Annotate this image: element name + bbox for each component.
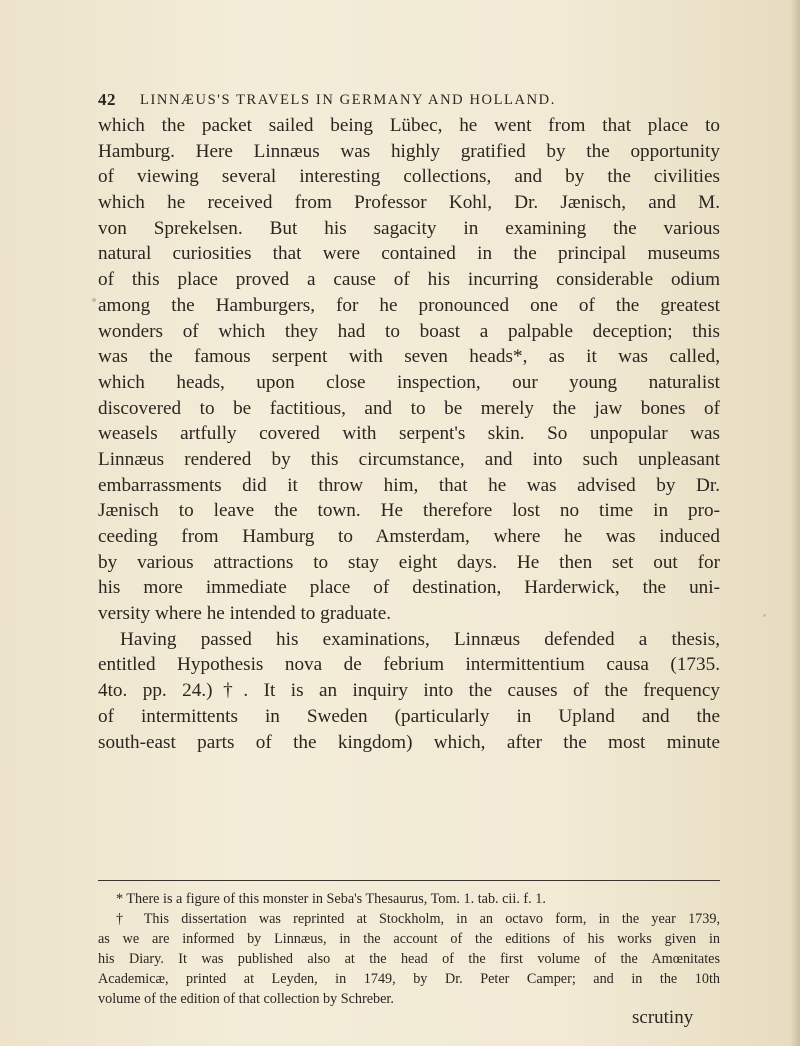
text-line: weasels artfully covered with serpent's skin. So unpopular was [98,423,720,445]
catchword: scrutiny [632,1007,694,1028]
footnote-rule [98,880,720,881]
text-line: Having passed his examinations, Linnæus defended a thesis, [120,628,720,650]
text-line: of intermittents in Sweden (particularly in Upland and the [98,705,720,727]
text-line: of viewing several interesting collections, and by the civilities [98,166,720,188]
text-line: was the famous serpent with seven heads*, as it was called, [98,346,720,368]
text-line: embarrassments did it throw him, that he was advised by Dr. [98,474,720,496]
text-line: which heads, upon close inspection, our young naturalist [98,371,720,393]
footnote-line: as we are informed by Linnæus, in the account of the editions of his works given in [98,931,720,947]
text-line: versity where he intended to graduate. [98,603,392,625]
text-line: 4to. pp. 24.)†. It is an inquiry into the causes of the frequency [98,680,720,702]
footnotes [98,889,720,1009]
footnote-line: † This dissertation was reprinted at Stockholm, in an octavo form, in the year 1739, [116,911,720,927]
text-line: wonders of which they had to boast a palpable deception; this [98,320,720,342]
footnote-line: Academicæ, printed at Leyden, in 1749, by Dr. Peter Camper; and in the 10th [98,971,720,987]
footnote-line: volume of the edition of that collection by Schreber. [98,991,394,1007]
text-line: entitled Hypothesis nova de febrium intermittentium causa (1735. [98,654,720,676]
page-number: 42 [98,90,116,109]
text-line: ceeding from Hamburg to Amsterdam, where he was induced [98,526,720,547]
text-line: von Sprekelsen. But his sagacity in examining the various [98,217,720,239]
text-line: which he received from Professor Kohl, Dr. Jænisch, and M. [98,192,720,214]
text-line: discovered to be factitious, and to be merely the jaw bones of [98,397,720,419]
text-line: south-east parts of the kingdom) which, after the most minute [98,731,720,753]
text-line: Hamburg. Here Linnæus was highly gratified by the opportunity [98,140,720,162]
text-line: his more immediate place of destination, Harderwick, the uni- [98,577,720,599]
text-line: natural curiosities that were contained in the principal museums [98,243,720,265]
text-line: Jænisch to leave the town. He therefore lost no time in pro- [98,500,720,522]
text-line: by various attractions to stay eight days. He then set out for [98,551,720,573]
text-line: among the Hamburgers, for he pronounced one of the greatest [98,294,720,316]
text-line: which the packet sailed being Lübec, he went from that place to [98,115,720,136]
paper-speck [763,614,766,617]
paper-speck [92,298,96,302]
footnote-line: * There is a figure of this monster in Seba's Thesaurus, Tom. 1. tab. cii. f. 1. [116,891,546,907]
body-text [98,113,720,755]
footnote-line: his Diary. It was published also at the head of the first volume of the Amœnitates [98,951,720,967]
page-header [98,90,713,114]
running-title: LINNÆUS'S TRAVELS IN GERMANY AND HOLLAND. [140,92,556,108]
text-line: Linnæus rendered by this circumstance, and into such unpleasant [98,448,720,470]
page-edge-shadow [790,0,800,1046]
text-line: of this place proved a cause of his incurring considerable odium [98,269,720,291]
